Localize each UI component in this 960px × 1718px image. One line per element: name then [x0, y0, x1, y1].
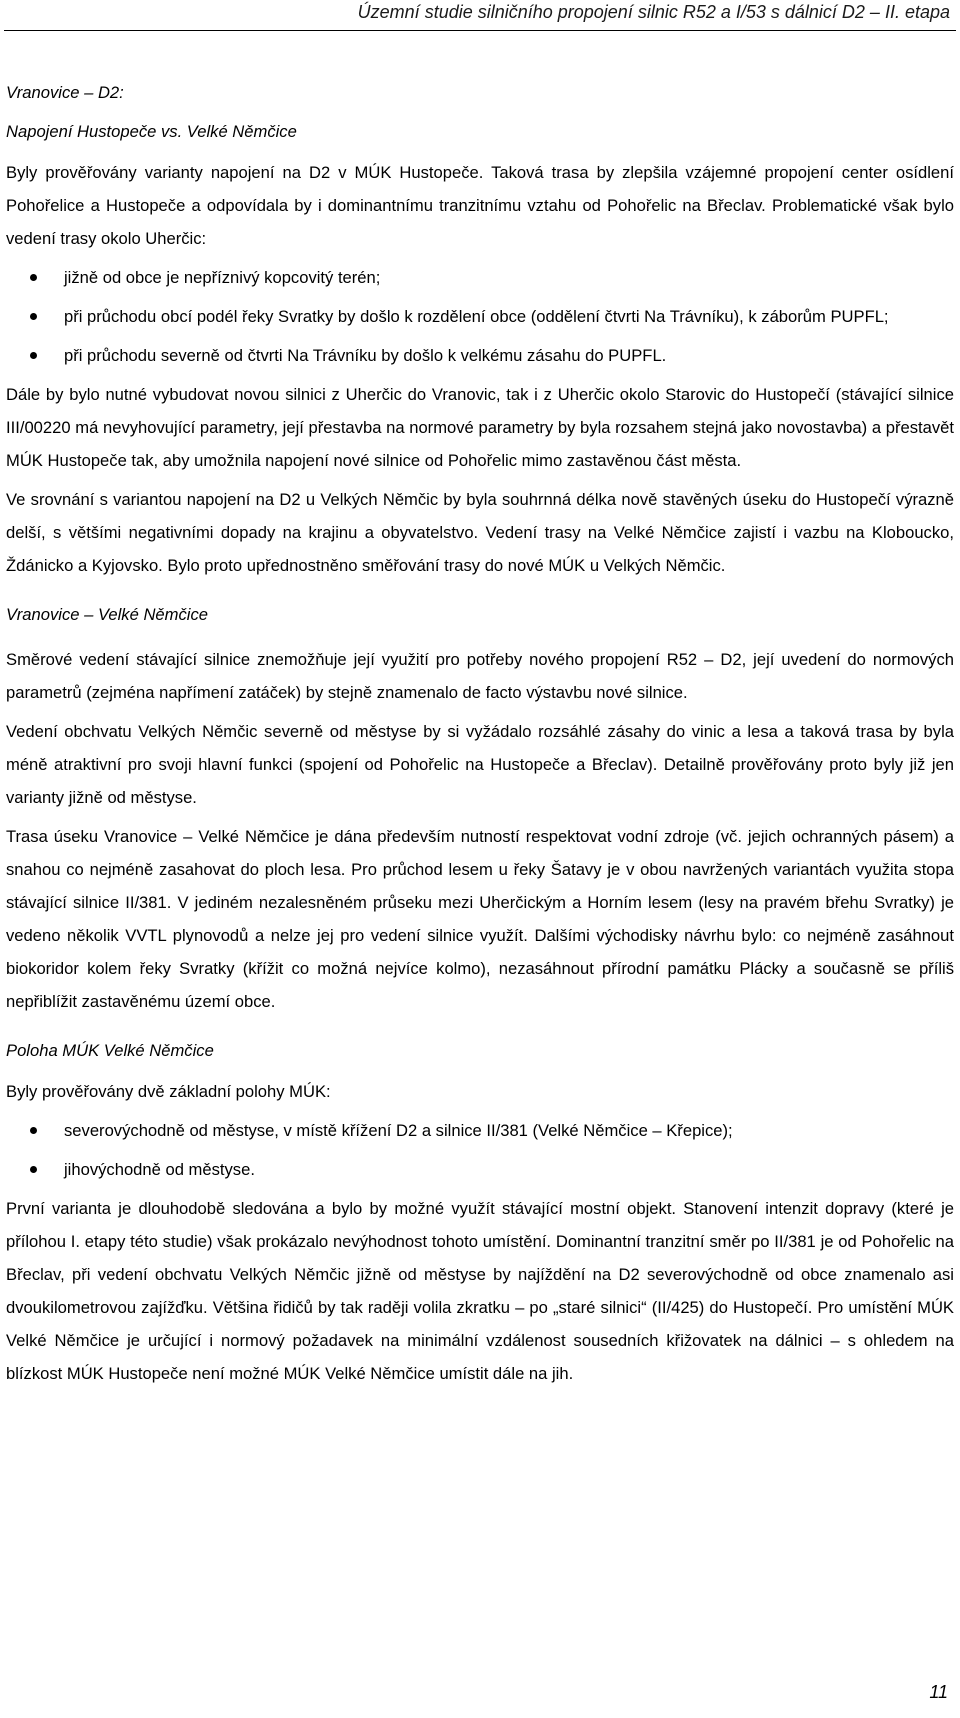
bullet-icon — [30, 352, 37, 359]
list-item-text: severovýchodně od městyse, v místě křížení D2 a silnice II/381 (Velké Němčice – Křepice); — [64, 1121, 733, 1140]
section-title-vranovice-velke-nemcice: Vranovice – Velké Němčice — [6, 605, 208, 624]
bullet-icon — [30, 1127, 37, 1134]
list-item — [6, 1153, 954, 1186]
list-item — [6, 261, 954, 294]
list-item-text: při průchodu severně od čtvrti Na Trávníku by došlo k velkému zásahu do PUPFL. — [64, 346, 667, 365]
section-title-vranovice-d2: Vranovice – D2: — [6, 83, 124, 102]
list-item-text: jižně od obce je nepříznivý kopcovitý terén; — [64, 268, 381, 287]
paragraph: Byly prověřovány varianty napojení na D2 v MÚK Hustopeče. Taková trasa by zlepšila vzájemné propojení center osídlení Pohořelice a Hustopeče a odpovídala by i dominantnímu tranzitnímu vztahu od Pohořelic na Břeclav. Problematické však bylo vedení trasy okolo Uherčic: — [6, 163, 954, 248]
header-divider — [4, 30, 956, 31]
paragraph: Trasa úseku Vranovice – Velké Němčice je dána především nutností respektovat vodní zdroje (vč. jejich ochranných pásem) a snahou co nejméně zasahovat do ploch lesa. Pro průchod lesem u řeky Šatavy je v obou navržených variantách využita stopa stávající silnice II/381. V jediném nezalesněném průseku mezi Uherčickým a Horním lesem (lesy na pravém břehu Svratky) je vedeno několik VVTL plynovodů a nelze jej pro vedení silnice využít. Dalšími východisky návrhu bylo: co nejméně zasáhnout biokoridor kolem řeky Svratky (křížit co možná nejvíce kolmo), nezasáhnout přírodní památku Plácky a současně se příliš nepřiblížit zastavěnému území obce. — [6, 827, 954, 1011]
bullet-icon — [30, 313, 37, 320]
page-number: 11 — [929, 1682, 948, 1702]
paragraph: Dále by bylo nutné vybudovat novou silnici z Uherčic do Vranovic, tak i z Uherčic okolo Starovic do Hustopečí (stávající silnice III/00220 má nevyhovující parametry, její přestavba na normové parametry by byla rozsahem stejná jako novostavba) a přestavět MÚK Hustopeče tak, aby umožnila napojení nové silnice od Pohořelic mimo zastavěnou část města. — [6, 385, 954, 470]
list-item — [6, 1114, 954, 1147]
subsection-title-napojeni: Napojení Hustopeče vs. Velké Němčice — [6, 122, 297, 141]
bullet-icon — [30, 274, 37, 281]
list-item-text: jihovýchodně od městyse. — [64, 1160, 255, 1179]
list-item — [6, 300, 954, 333]
list-item — [6, 339, 954, 372]
list-item-text: při průchodu obcí podél řeky Svratky by došlo k rozdělení obce (oddělení čtvrti Na Trávníku), k záborům PUPFL; — [64, 307, 889, 326]
paragraph: Směrové vedení stávající silnice znemožňuje její využití pro potřeby nového propojení R52 – D2, její uvedení do normových parametrů (zejména napřímení zatáček) by stejně znamenalo de facto výstavbu nové silnice. — [6, 650, 954, 702]
paragraph: Ve srovnání s variantou napojení na D2 u Velkých Němčic by byla souhrnná délka nově stavěných úseku do Hustopečí výrazně delší, s většími negativními dopady na krajinu a obyvatelstvo. Vedení trasy na Velké Němčice zajistí i vazbu na Kloboucko, Ždánicko a Kyjovsko. Bylo proto upřednostněno směřování trasy do nové MÚK u Velkých Němčic. — [6, 490, 954, 575]
paragraph: Vedení obchvatu Velkých Němčic severně od městyse by si vyžádalo rozsáhlé zásahy do vinic a lesa a taková trasa by byla méně atraktivní pro svoji hlavní funkci (spojení od Pohořelic na Hustopeče a Břeclav). Detailně prověřovány proto byly již jen varianty jižně od městyse. — [6, 722, 954, 807]
page-header-title: Územní studie silničního propojení silnic R52 a I/53 s dálnicí D2 – II. etapa — [357, 2, 950, 22]
section-title-poloha-muk: Poloha MÚK Velké Němčice — [6, 1041, 214, 1060]
bullet-list-muk-positions — [6, 1114, 954, 1186]
paragraph: Byly prověřovány dvě základní polohy MÚK: — [6, 1082, 331, 1101]
bullet-list-uhercice — [6, 261, 954, 372]
paragraph: První varianta je dlouhodobě sledována a bylo by možné využít stávající mostní objekt. Stanovení intenzit dopravy (které je přílohou I. etapy této studie) však prokázalo nevýhodnost tohoto umístění. Dominantní tranzitní směr po II/381 je od Pohořelic na Břeclav, při vedení obchvatu Velkých Němčic jižně od městyse by najíždění na D2 severovýchodně od obce znamenalo asi dvoukilometrovou zajížďku. Většina řidičů by tak raději volila zkratku – po „staré silnici“ (II/425) do Hustopečí. Pro umístění MÚK Velké Němčice je určující i normový požadavek na minimální vzdálenost sousedních křižovatek na dálnici – s ohledem na blízkost MÚK Hustopeče není možné MÚK Velké Němčice umístit dále na jih. — [6, 1199, 954, 1383]
document-body — [6, 76, 954, 1396]
bullet-icon — [30, 1166, 37, 1173]
